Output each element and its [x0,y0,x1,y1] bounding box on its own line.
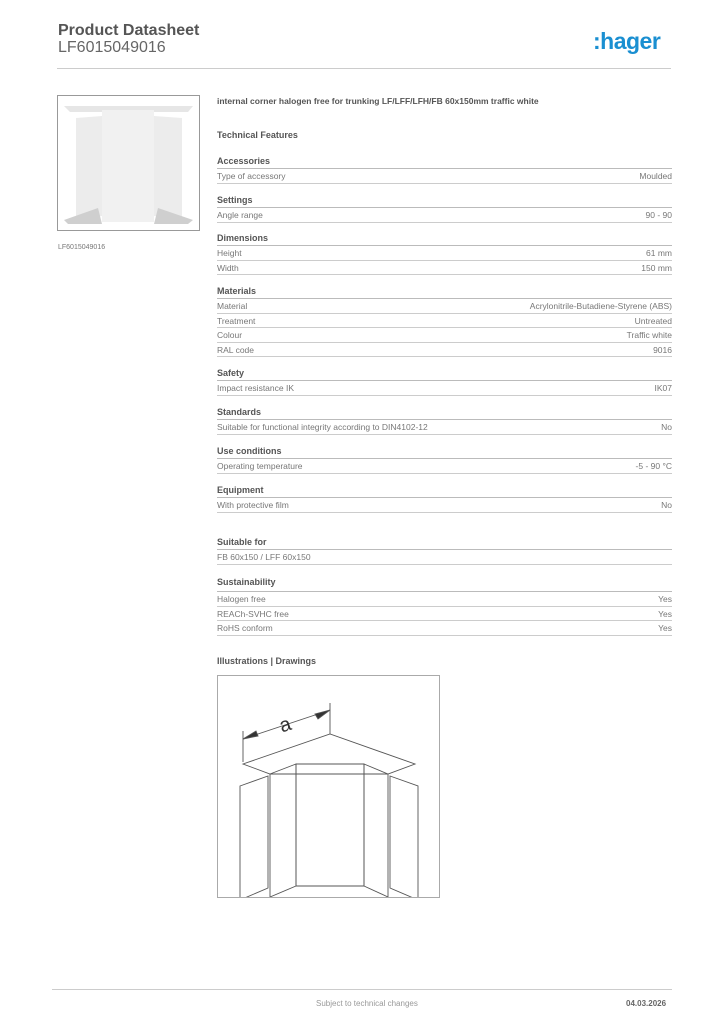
footer-date: 04.03.2026 [626,999,667,1008]
illustrations-heading: Illustrations | Drawings [217,656,317,666]
spec-row: RoHS conform Yes [217,621,672,636]
spec-row: Colour Traffic white [217,328,672,343]
footer-divider [52,989,672,990]
technical-drawing [217,675,440,898]
section-materials: Materials Material Acrylonitrile-Butadiene-Styrene (ABS) Treatment Untreated Colour Traffic white RAL code 9016 [217,286,672,357]
spec-row: Type of accessory Moulded [217,169,672,184]
section-equipment: Equipment With protective film No [217,485,672,513]
section-standards: Standards Suitable for functional integrity according to DIN4102-12 No [217,407,672,435]
section-accessories: Accessories Type of accessory Moulded [217,156,672,184]
hager-logo: :hager [593,28,661,54]
section-suitable-for: Suitable for FB 60x150 / LFF 60x150 [217,537,672,565]
section-settings: Settings Angle range 90 - 90 [217,195,672,223]
section-safety: Safety Impact resistance IK IK07 [217,368,672,396]
page-title: Product Datasheet [58,22,200,39]
product-photo-caption: LF6015049016 [58,244,106,251]
spec-row: RAL code 9016 [217,343,672,358]
product-photo [57,95,200,231]
spec-row: Suitable for functional integrity according to DIN4102-12 No [217,420,672,435]
spec-row: Material Acrylonitrile-Butadiene-Styrene (ABS) [217,299,672,314]
spec-row: REACh-SVHC free Yes [217,607,672,622]
spec-row: Angle range 90 - 90 [217,208,672,223]
header-divider [57,68,671,69]
section-dimensions: Dimensions Height 61 mm Width 150 mm [217,233,672,275]
svg-text:a: a [276,713,294,738]
footer-note: Subject to technical changes [316,999,418,1008]
spec-row: Treatment Untreated [217,314,672,329]
product-description: internal corner halogen free for trunking LF/LFF/LFH/FB 60x150mm traffic white [217,96,539,106]
spec-row: Height 61 mm [217,246,672,261]
spec-row: With protective film No [217,498,672,513]
spec-row: FB 60x150 / LFF 60x150 [217,550,672,565]
spec-row: Width 150 mm [217,261,672,276]
section-sustainability: Sustainability Halogen free Yes REACh-SVHC free Yes RoHS conform Yes [217,577,672,636]
technical-features-heading: Technical Features [217,130,298,140]
spec-row: Operating temperature -5 - 90 °C [217,459,672,474]
product-code: LF6015049016 [58,39,166,56]
spec-row: Impact resistance IK IK07 [217,381,672,396]
spec-row: Halogen free Yes [217,592,672,607]
section-use-conditions: Use conditions Operating temperature -5 - 90 °C [217,446,672,474]
